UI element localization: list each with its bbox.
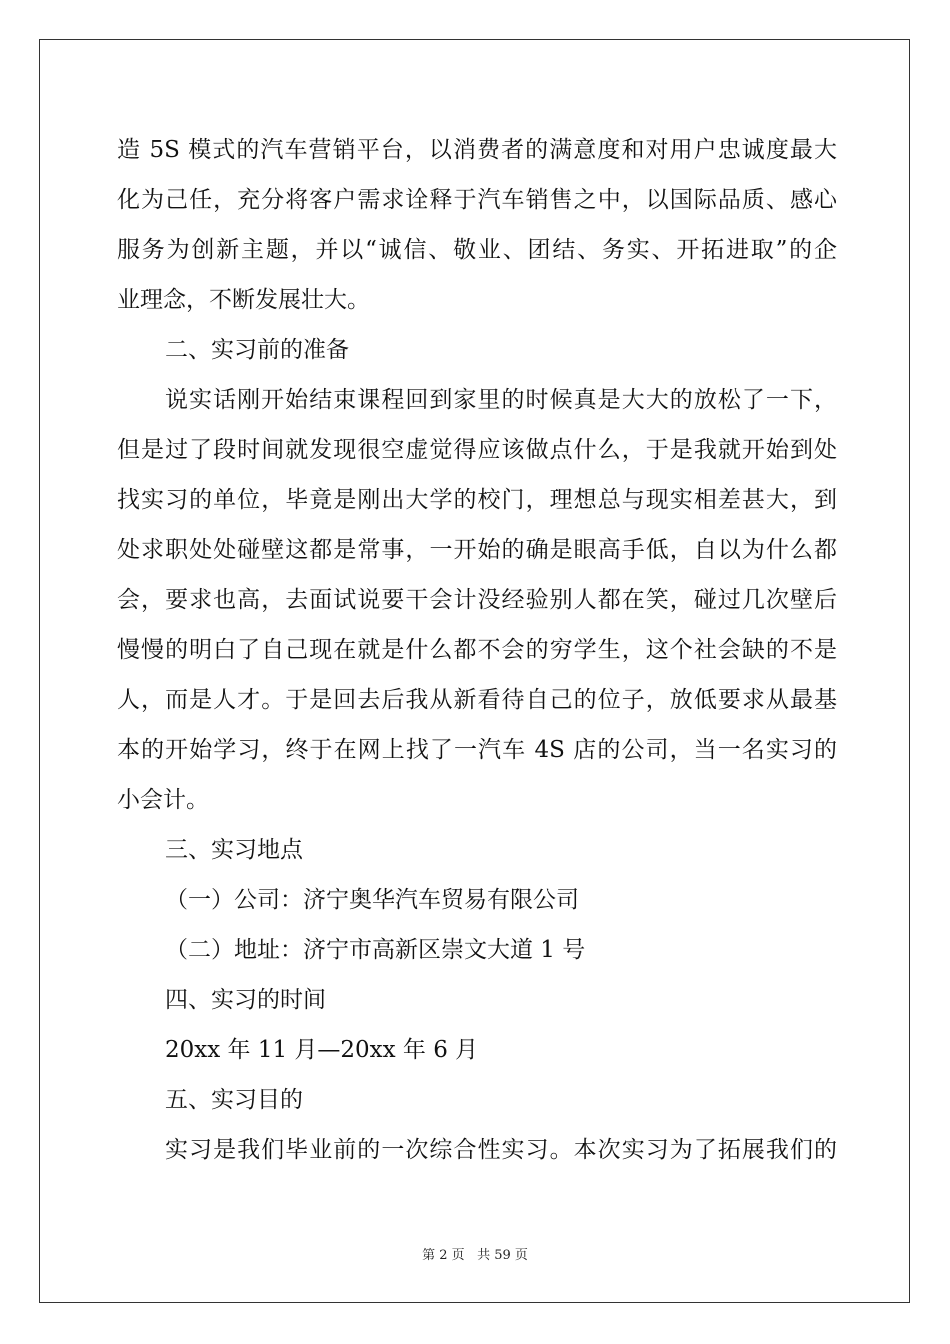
section-heading: 五、实习目的 [165,1087,303,1113]
paragraph-line: 化为己任，充分将客户需求诠释于汽车销售之中，以国际品质、感心 [117,187,837,213]
section-heading: 四、实习的时间 [165,987,326,1013]
paragraph-line: 服务为创新主题，并以“诚信、敬业、团结、务实、开拓进取”的企 [117,237,837,263]
page-footer [0,1248,950,1264]
list-item: （二）地址：济宁市高新区崇文大道 1 号 [165,937,586,963]
paragraph-line: 本的开始学习，终于在网上找了一汽车 4S 店的公司，当一名实习的 [117,737,837,763]
document-body [117,125,837,1175]
list-item: （一）公司：济宁奥华汽车贸易有限公司 [165,887,579,913]
date-range: 20xx 年 11 月—20xx 年 6 月 [165,1037,479,1063]
paragraph-line: 业理念，不断发展壮大。 [117,287,370,313]
section-heading: 二、实习前的准备 [165,337,349,363]
paragraph-line: 处求职处处碰壁这都是常事，一开始的确是眼高手低，自以为什么都 [117,537,837,563]
paragraph-line: 说实话刚开始结束课程回到家里的时候真是大大的放松了一下， [165,387,837,413]
page-number: 第 2 页 [422,1248,465,1263]
paragraph-line: 会，要求也高，去面试说要干会计没经验别人都在笑，碰过几次壁后 [117,587,837,613]
page-total: 共 59 页 [477,1248,528,1263]
paragraph-line: 小会计。 [117,787,209,813]
paragraph-line: 造 5S 模式的汽车营销平台，以消费者的满意度和对用户忠诚度最大 [117,137,837,163]
paragraph-line: 慢慢的明白了自己现在就是什么都不会的穷学生，这个社会缺的不是 [117,637,837,663]
paragraph-line: 人，而是人才。于是回去后我从新看待自己的位子，放低要求从最基 [117,687,837,713]
section-heading: 三、实习地点 [165,837,303,863]
paragraph-line: 实习是我们毕业前的一次综合性实习。本次实习为了拓展我们的 [165,1137,837,1163]
paragraph-line: 但是过了段时间就发现很空虚觉得应该做点什么，于是我就开始到处 [117,437,837,463]
paragraph-line: 找实习的单位，毕竟是刚出大学的校门，理想总与现实相差甚大，到 [117,487,837,513]
